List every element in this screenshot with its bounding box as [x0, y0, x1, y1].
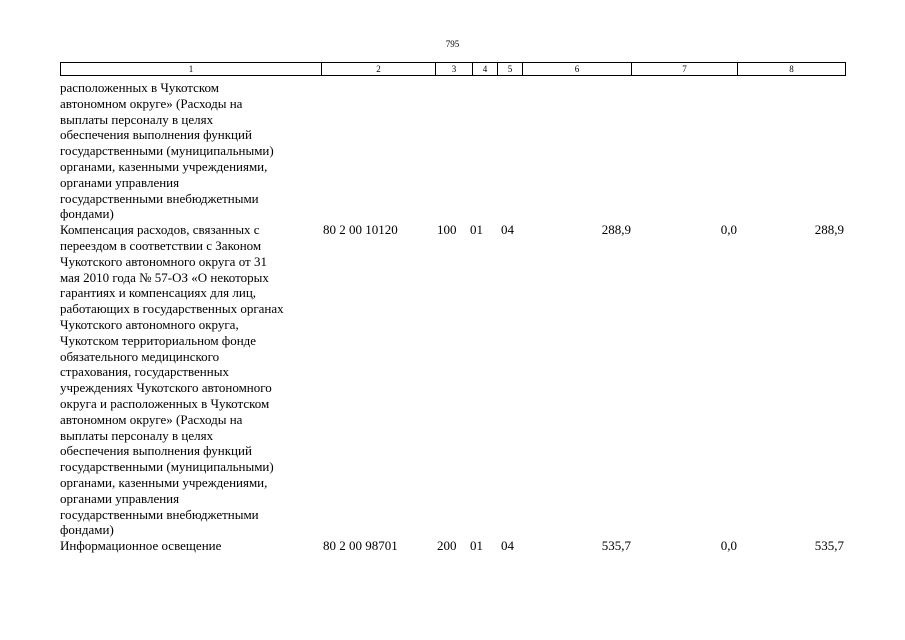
row-code: 80 2 00 98701 — [323, 538, 398, 554]
row-col-6: 288,9 — [601, 222, 631, 238]
header-col-8: 8 — [789, 64, 794, 74]
row-name-line: обязательного медицинского — [60, 348, 220, 364]
row-name-line: работающих в государственных органах — [60, 301, 284, 317]
row-name-line: автономном округе» (Расходы на — [60, 95, 243, 111]
row-name-line: фондами) — [60, 206, 114, 222]
row-col-5: 04 — [501, 222, 514, 238]
row-name-cell — [60, 222, 322, 538]
table-row — [60, 222, 846, 538]
header-col-3: 3 — [436, 63, 473, 75]
row-name-line: Чукотского автономного округа от 31 — [60, 253, 267, 269]
row-name-line: обеспечения выполнения функций — [60, 127, 252, 143]
table-row — [60, 538, 846, 554]
header-col-5: 5 — [498, 63, 523, 75]
row-name-line: автономном округе» (Расходы на — [60, 411, 243, 427]
header-col-2: 2 — [322, 63, 436, 75]
row-name-line: Чукотском территориальном фонде — [60, 332, 257, 348]
row-name-line: Чукотского автономного округа, — [60, 316, 239, 332]
row-col-7: 0,0 — [720, 538, 737, 554]
row-name-line: государственными внебюджетными — [60, 190, 259, 206]
row-col-5: 04 — [501, 538, 514, 554]
row-name-line: Компенсация расходов, связанных с — [60, 222, 260, 238]
row-name-line: расположенных в Чукотском — [60, 80, 220, 95]
row-code: 80 2 00 10120 — [323, 222, 398, 238]
row-col-7: 0,0 — [720, 222, 737, 238]
row-name-line: органами управления — [60, 490, 180, 506]
row-name-line: округа и расположенных в Чукотском — [60, 395, 270, 411]
table-row — [60, 80, 846, 222]
header-col-6: 6 — [523, 63, 632, 75]
header-col-7: 7 — [632, 63, 738, 75]
table-body — [60, 80, 846, 554]
row-name-line: выплаты персоналу в целях — [60, 427, 214, 443]
row-name-cell — [60, 538, 322, 554]
header-col-1: 1 — [61, 63, 322, 75]
row-name-line: обеспечения выполнения функций — [60, 443, 252, 459]
row-name-line: Информационное освещение — [60, 538, 222, 554]
row-col-3: 100 — [437, 222, 457, 238]
row-name-line: учреждениях Чукотского автономного — [60, 380, 272, 396]
row-name-line: государственными (муниципальными) — [60, 459, 274, 475]
row-name-line: гарантиях и компенсациях для лиц, — [60, 285, 257, 301]
row-name-line: органами, казенными учреждениями, — [60, 474, 268, 490]
row-col-4: 01 — [470, 538, 483, 554]
row-name-line: мая 2010 года № 57-ОЗ «О некоторых — [60, 269, 269, 285]
page-number: 795 — [445, 39, 460, 49]
row-name-line: органами управления — [60, 174, 180, 190]
row-name-cell — [60, 80, 322, 222]
row-col-3: 200 — [437, 538, 457, 554]
row-col-8: 535,7 — [814, 538, 844, 554]
row-col-6: 535,7 — [601, 538, 631, 554]
row-name-line: выплаты персоналу в целях — [60, 111, 214, 127]
row-name-line: государственными (муниципальными) — [60, 143, 274, 159]
row-name-line: органами, казенными учреждениями, — [60, 158, 268, 174]
header-col-4: 4 — [473, 63, 498, 75]
row-name-line: страхования, государственных — [60, 364, 229, 380]
row-col-4: 01 — [470, 222, 483, 238]
table-header — [60, 62, 846, 76]
row-col-8: 288,9 — [814, 222, 844, 238]
row-name-line: переездом в соответствии с Законом — [60, 237, 262, 253]
row-name-line: фондами) — [60, 522, 114, 538]
row-name-line: государственными внебюджетными — [60, 506, 259, 522]
